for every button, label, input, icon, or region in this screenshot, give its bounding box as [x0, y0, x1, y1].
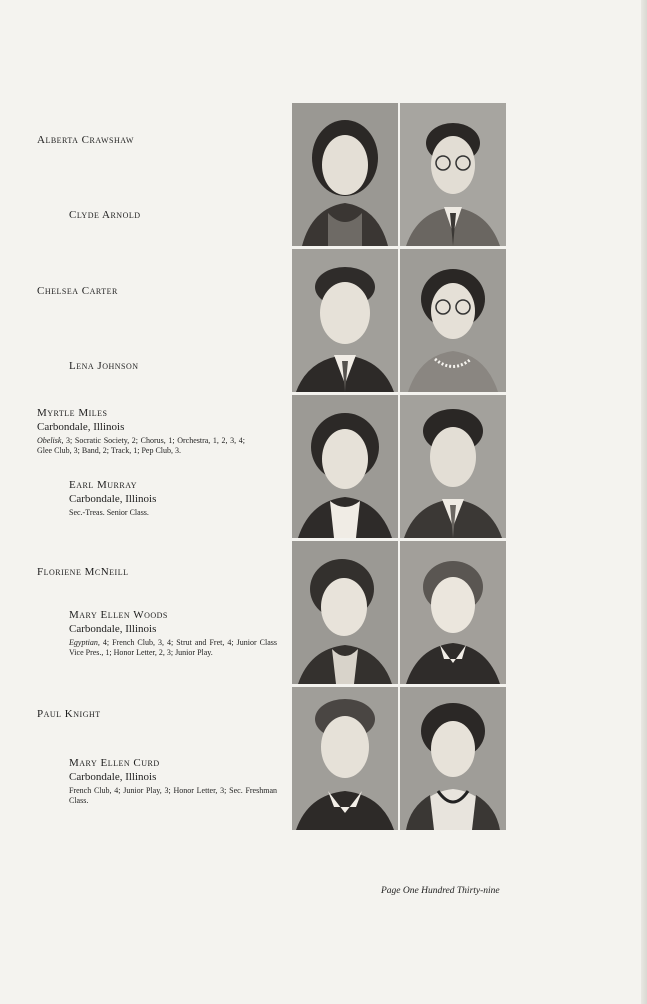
entry-chelsea-carter — [37, 285, 118, 297]
entry-earl-murray — [69, 479, 269, 518]
portrait-photo — [400, 103, 506, 246]
entry-lena-johnson — [69, 360, 139, 372]
student-activities: Sec.-Treas. Senior Class. — [69, 508, 149, 517]
student-hometown: Carbondale, Illinois — [69, 623, 157, 635]
entry-floriene-mcneill — [37, 566, 128, 578]
portrait-man-icon — [400, 395, 506, 538]
student-name: Paul Knight — [37, 708, 101, 720]
portrait-photo — [400, 395, 506, 538]
portrait-photo — [292, 687, 398, 830]
student-name: Lena Johnson — [69, 360, 139, 372]
activities-publication: Obelisk, — [37, 436, 64, 445]
entry-mary-ellen-curd — [69, 757, 277, 805]
student-name: Clyde Arnold — [69, 209, 141, 221]
entry-alberta-crawshaw — [37, 134, 134, 146]
student-hometown: Carbondale, Illinois — [69, 493, 157, 505]
student-activities: French Club, 4; Junior Play, 3; Honor Letter, 3; Sec. Freshman Class. — [69, 786, 277, 805]
portrait-woman-icon — [292, 103, 398, 246]
student-hometown: Carbondale, Illinois — [69, 771, 157, 783]
entry-mary-ellen-woods — [69, 609, 277, 657]
portrait-woman-icon — [292, 395, 398, 538]
student-name: Chelsea Carter — [37, 285, 118, 297]
portrait-photo — [400, 687, 506, 830]
entry-paul-knight — [37, 708, 101, 720]
portrait-woman-icon — [400, 541, 506, 684]
entry-clyde-arnold — [69, 209, 141, 221]
portrait-woman-icon — [400, 249, 506, 392]
student-name: Mary Ellen Woods — [69, 609, 168, 621]
student-name: Alberta Crawshaw — [37, 134, 134, 146]
portrait-woman-icon — [400, 687, 506, 830]
portrait-photo — [400, 249, 506, 392]
page-number-footer: Page One Hundred Thirty-nine — [381, 886, 500, 896]
portrait-man-icon — [292, 249, 398, 392]
portrait-photo — [292, 541, 398, 684]
student-name: Earl Murray — [69, 479, 138, 491]
portrait-photo — [400, 541, 506, 684]
student-name: Floriene McNeill — [37, 566, 129, 578]
student-hometown: Carbondale, Illinois — [37, 421, 125, 433]
page-edge — [641, 0, 647, 1004]
student-activities: Obelisk, 3; Socratic Society, 2; Chorus, 1; Orchestra, 1, 2, 3, 4; Glee Club, 3; Band, 2; Track, 1; Pep Club, 3. — [37, 436, 245, 455]
student-name: Mary Ellen Curd — [69, 757, 160, 769]
portrait-woman-icon — [292, 541, 398, 684]
activities-publication: Egyptian, — [69, 638, 100, 647]
portrait-man-icon — [292, 687, 398, 830]
portrait-photo — [292, 103, 398, 246]
student-name: Myrtle Miles — [37, 407, 108, 419]
portrait-photo — [292, 249, 398, 392]
student-activities: Egyptian, 4; French Club, 3, 4; Strut and Fret, 4; Junior Class Vice Pres., 1; Honor Letter, 2, 3; Junior Play. — [69, 638, 277, 657]
entry-myrtle-miles — [37, 407, 245, 455]
portrait-man-icon — [400, 103, 506, 246]
portrait-photo — [292, 395, 398, 538]
